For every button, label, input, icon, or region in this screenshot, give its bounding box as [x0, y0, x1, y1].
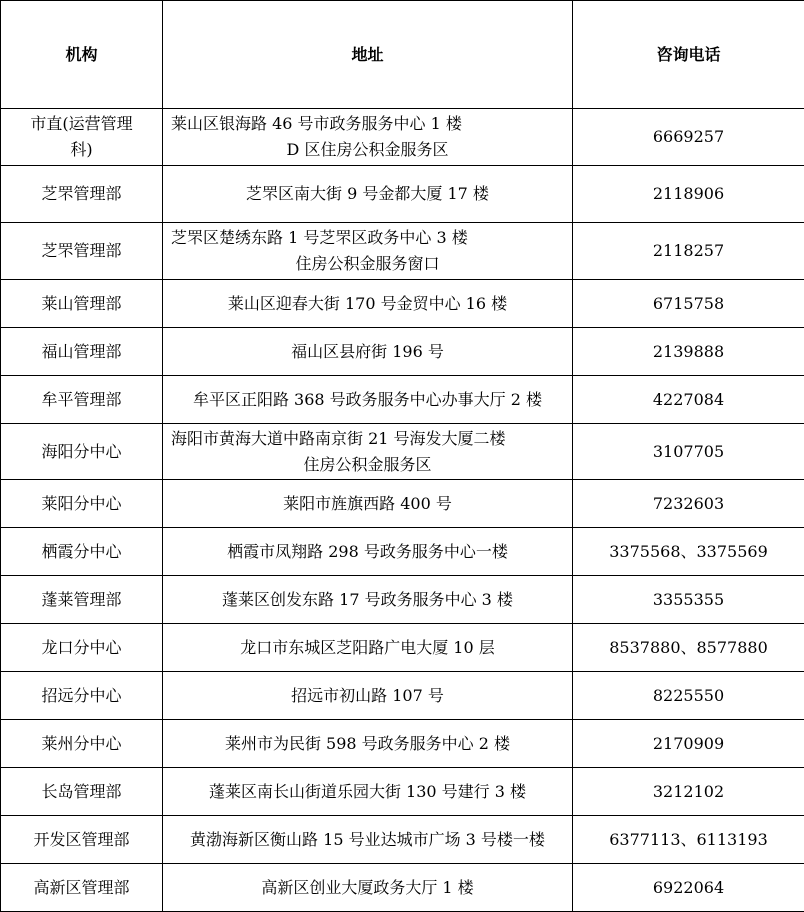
address-cell — [163, 424, 573, 480]
org-cell: 芝罘管理部 — [1, 223, 163, 280]
address-cell: 蓬莱区创发东路 17 号政务服务中心 3 楼 — [163, 576, 573, 624]
address-line: D 区住房公积金服务区 — [171, 137, 564, 163]
org-cell — [1, 109, 163, 166]
table-row — [1, 672, 804, 720]
address-line: 住房公积金服务区 — [171, 452, 564, 478]
table-row — [1, 528, 804, 576]
header-phone: 咨询电话 — [573, 1, 804, 109]
address-cell: 龙口市东城区芝阳路广电大厦 10 层 — [163, 624, 573, 672]
phone-cell: 6669257 — [573, 109, 804, 166]
table-row — [1, 376, 804, 424]
address-line: 住房公积金服务窗口 — [171, 251, 564, 277]
org-cell: 莱阳分中心 — [1, 480, 163, 528]
org-cell: 蓬莱管理部 — [1, 576, 163, 624]
org-cell: 长岛管理部 — [1, 768, 163, 816]
phone-cell: 7232603 — [573, 480, 804, 528]
table-row — [1, 166, 804, 223]
phone-cell: 2118257 — [573, 223, 804, 280]
table-row — [1, 864, 804, 912]
phone-cell: 4227084 — [573, 376, 804, 424]
table-row — [1, 109, 804, 166]
header-row — [1, 1, 804, 109]
table-row — [1, 576, 804, 624]
phone-cell: 2170909 — [573, 720, 804, 768]
phone-cell: 2118906 — [573, 166, 804, 223]
phone-cell: 2139888 — [573, 328, 804, 376]
phone-cell: 8225550 — [573, 672, 804, 720]
address-cell: 栖霞市凤翔路 298 号政务服务中心一楼 — [163, 528, 573, 576]
phone-cell: 6922064 — [573, 864, 804, 912]
address-cell — [163, 223, 573, 280]
address-cell: 高新区创业大厦政务大厅 1 楼 — [163, 864, 573, 912]
address-cell: 莱州市为民街 598 号政务服务中心 2 楼 — [163, 720, 573, 768]
table-row — [1, 328, 804, 376]
table-row — [1, 480, 804, 528]
table-row — [1, 720, 804, 768]
address-cell: 招远市初山路 107 号 — [163, 672, 573, 720]
table-row — [1, 424, 804, 480]
org-cell: 莱州分中心 — [1, 720, 163, 768]
table-row — [1, 816, 804, 864]
org-cell: 福山管理部 — [1, 328, 163, 376]
address-cell: 福山区县府街 196 号 — [163, 328, 573, 376]
address-cell: 芝罘区南大街 9 号金都大厦 17 楼 — [163, 166, 573, 223]
org-cell: 芝罘管理部 — [1, 166, 163, 223]
org-line: 市直(运营管理 — [9, 111, 154, 137]
address-cell: 黄渤海新区衡山路 15 号业达城市广场 3 号楼一楼 — [163, 816, 573, 864]
org-cell: 栖霞分中心 — [1, 528, 163, 576]
table-row — [1, 223, 804, 280]
address-cell: 蓬莱区南长山街道乐园大街 130 号建行 3 楼 — [163, 768, 573, 816]
address-cell: 莱山区迎春大街 170 号金贸中心 16 楼 — [163, 280, 573, 328]
org-cell: 龙口分中心 — [1, 624, 163, 672]
header-address: 地址 — [163, 1, 573, 109]
address-line: 莱山区银海路 46 号市政务服务中心 1 楼 — [171, 114, 462, 133]
address-cell — [163, 109, 573, 166]
org-line: 科) — [9, 137, 154, 163]
address-line: 芝罘区楚绣东路 1 号芝罘区政务中心 3 楼 — [171, 228, 468, 247]
phone-cell: 8537880、8577880 — [573, 624, 804, 672]
phone-cell: 3375568、3375569 — [573, 528, 804, 576]
table-row — [1, 280, 804, 328]
org-cell: 海阳分中心 — [1, 424, 163, 480]
table-row — [1, 768, 804, 816]
phone-cell: 3355355 — [573, 576, 804, 624]
org-cell: 牟平管理部 — [1, 376, 163, 424]
phone-cell: 6715758 — [573, 280, 804, 328]
org-cell: 高新区管理部 — [1, 864, 163, 912]
phone-cell: 3107705 — [573, 424, 804, 480]
org-cell: 招远分中心 — [1, 672, 163, 720]
org-cell: 开发区管理部 — [1, 816, 163, 864]
address-line: 海阳市黄海大道中路南京街 21 号海发大厦二楼 — [171, 429, 506, 448]
phone-cell: 3212102 — [573, 768, 804, 816]
header-org: 机构 — [1, 1, 163, 109]
phone-cell: 6377113、6113193 — [573, 816, 804, 864]
table-row — [1, 624, 804, 672]
address-cell: 莱阳市旌旗西路 400 号 — [163, 480, 573, 528]
address-cell: 牟平区正阳路 368 号政务服务中心办事大厅 2 楼 — [163, 376, 573, 424]
org-cell: 莱山管理部 — [1, 280, 163, 328]
